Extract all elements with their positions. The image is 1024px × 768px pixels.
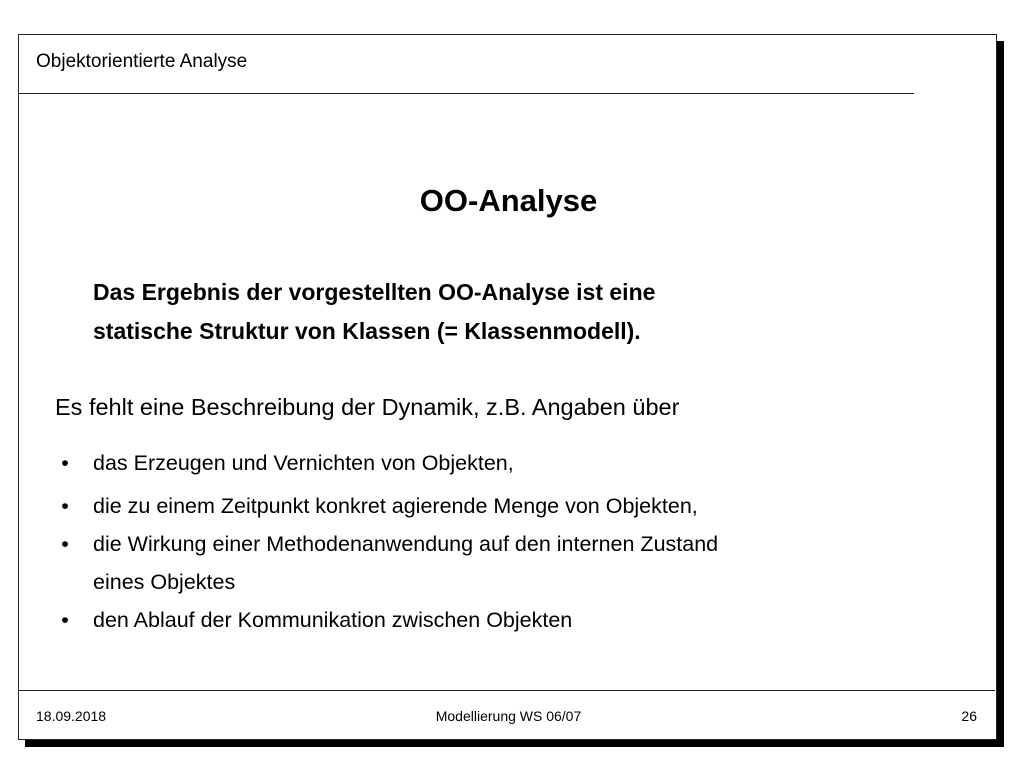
bullet-icon: • <box>61 532 69 556</box>
intro-text: Es fehlt eine Beschreibung der Dynamik, z.B. Angaben über <box>55 394 680 420</box>
summary-text <box>93 273 953 351</box>
header-divider <box>19 93 914 94</box>
footer-page-number: 26 <box>961 708 977 724</box>
list-item-text: den Ablauf der Kommunikation zwischen Objekten <box>93 608 573 632</box>
slide-title: OO-Analyse <box>419 183 598 218</box>
footer-divider <box>19 690 995 691</box>
list-item-text: das Erzeugen und Vernichten von Objekten, <box>93 451 514 475</box>
slide-header-title: Objektorientierte Analyse <box>36 51 248 72</box>
footer-course: Modellierung WS 06/07 <box>435 708 582 724</box>
bullet-icon: • <box>61 451 69 475</box>
footer-date: 18.09.2018 <box>36 708 107 724</box>
slide <box>18 34 997 740</box>
bullet-list <box>55 444 955 639</box>
list-item-text-continued: eines Objektes <box>93 570 236 594</box>
list-item-text: die zu einem Zeitpunkt konkret agierende Menge von Objekten, <box>93 494 698 518</box>
list-item <box>55 525 955 601</box>
bullet-icon: • <box>61 608 69 632</box>
list-item <box>55 444 955 482</box>
summary-line-2: statische Struktur von Klassen (= Klassenmodell). <box>93 318 641 344</box>
bullet-icon: • <box>61 494 69 518</box>
list-item <box>55 601 955 639</box>
list-item-text: die Wirkung einer Methodenanwendung auf den internen Zustand <box>93 532 719 556</box>
summary-line-1: Das Ergebnis der vorgestellten OO-Analyse ist eine <box>93 279 656 305</box>
list-item <box>55 487 955 525</box>
